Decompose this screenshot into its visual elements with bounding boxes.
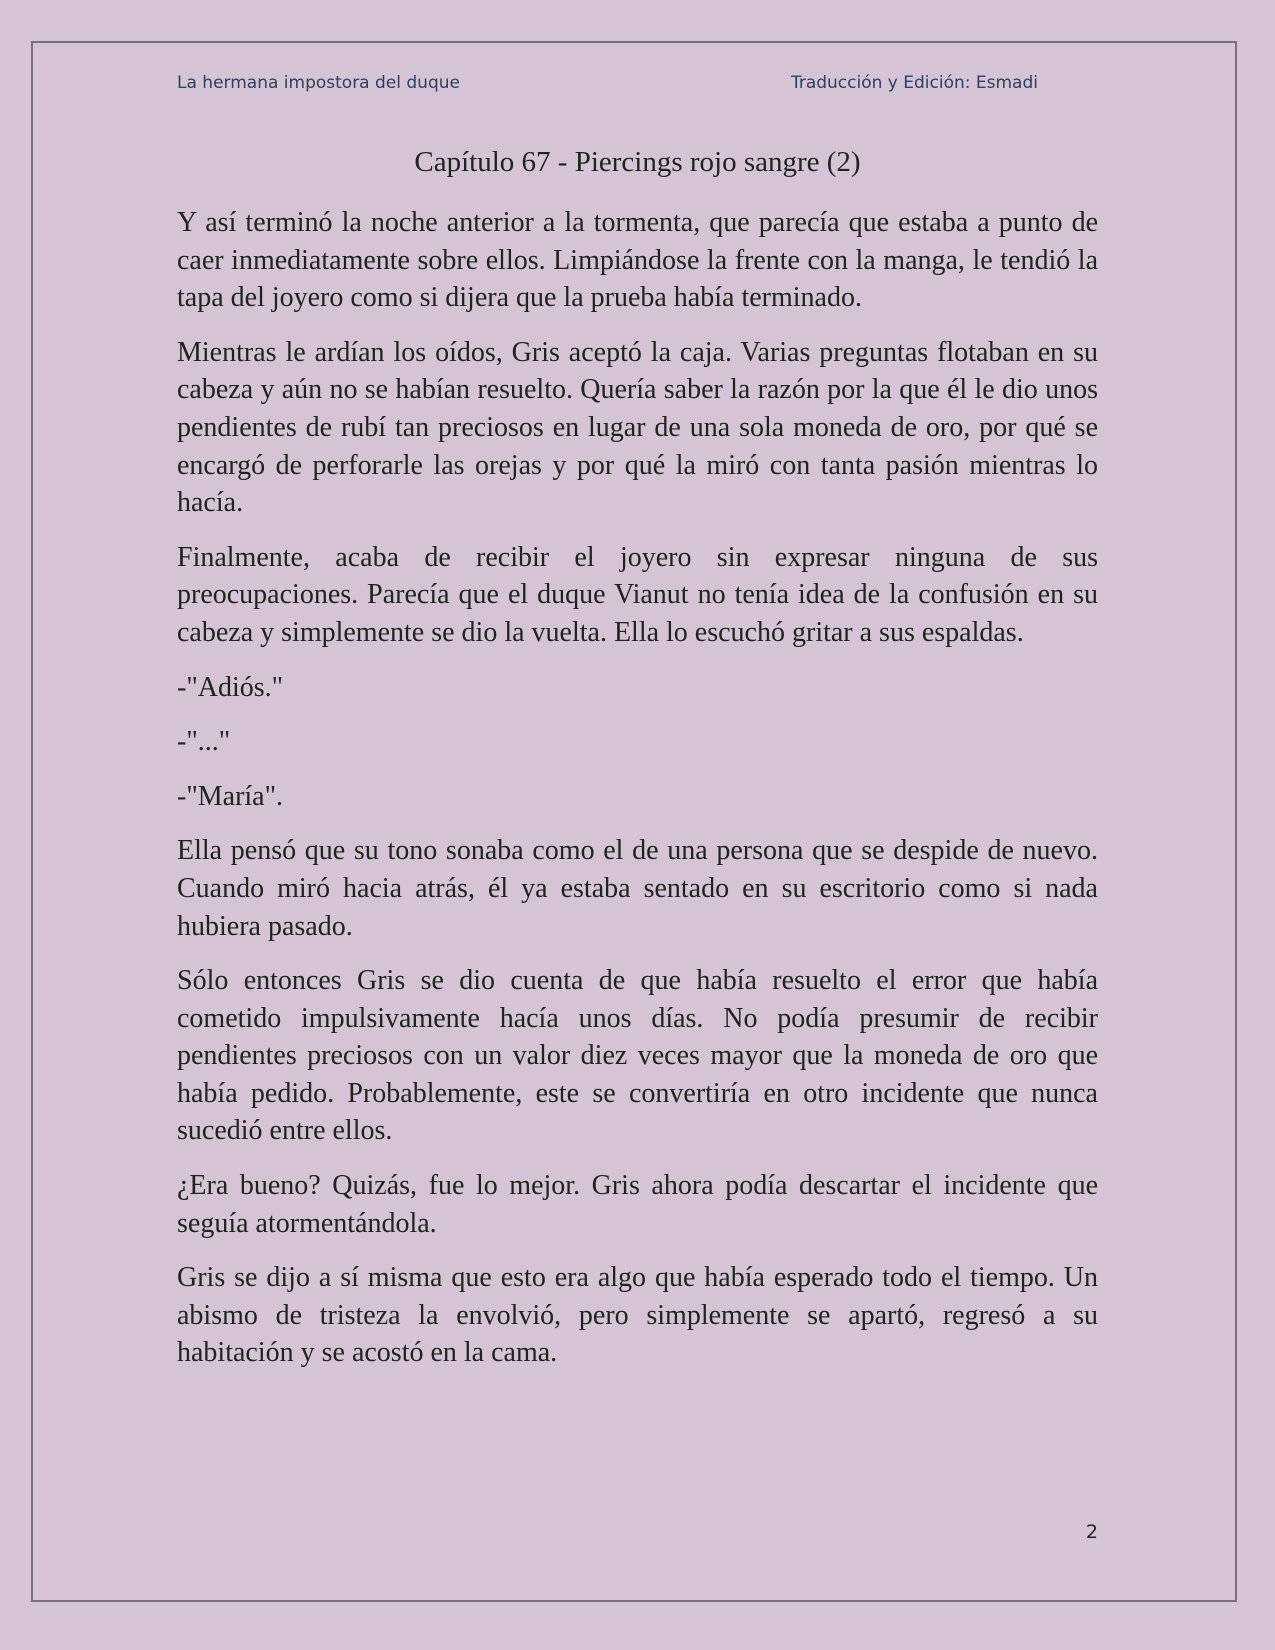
paragraph: Ella pensó que su tono sonaba como el de una persona que se despide de nuevo. Cuando miró hacia atrás, él ya estaba sentado en su escritorio como si nada hubiera pasado.: [177, 835, 1098, 942]
dialogue-line: -"Adiós.": [177, 671, 284, 703]
paragraph: Y así terminó la noche anterior a la tormenta, que parecía que estaba a punto de caer inmediatamente sobre ellos. Limpiándose la frente con la manga, le tendió la tapa del joyero como si dijera que la prueba había terminado.: [177, 207, 1098, 314]
page-number: 2: [1085, 1521, 1098, 1543]
header-book-title: La hermana impostora del duque: [177, 73, 460, 93]
paragraph: ¿Era bueno? Quizás, fue lo mejor. Gris ahora podía descartar el incidente que seguía atormentándola.: [177, 1170, 1098, 1239]
paragraph: Gris se dijo a sí misma que esto era algo que había esperado todo el tiempo. Un abismo de tristeza la envolvió, pero simplemente se apartó, regresó a su habitación y se acostó en la cama.: [177, 1262, 1098, 1369]
page-header: [177, 73, 1038, 93]
paragraph: Mientras le ardían los oídos, Gris aceptó la caja. Varias preguntas flotaban en su cabeza y aún no se habían resuelto. Quería saber la razón por la que él le dio unos pendientes de rubí tan preciosos en lugar de una sola moneda de oro, por qué se encargó de perforarle las orejas y por qué la miró con tanta pasión mientras lo hacía.: [177, 336, 1098, 519]
dialogue-line: -"María".: [177, 780, 284, 812]
paragraph: Finalmente, acaba de recibir el joyero sin expresar ninguna de sus preocupaciones. Parecía que el duque Vianut no tenía idea de la confusión en su cabeza y simplemente se dio la vuelta. Ella lo escuchó gritar a sus espaldas.: [177, 541, 1098, 648]
chapter-title: Capítulo 67 - Piercings rojo sangre (2): [414, 146, 861, 178]
chapter-body: [177, 204, 1098, 1389]
paragraph: Sólo entonces Gris se dio cuenta de que había resuelto el error que había cometido impulsivamente hacía unos días. No podía presumir de recibir pendientes preciosos con un valor diez veces mayor que la moneda de oro que había pedido. Probablemente, este se convertiría en otro incidente que nunca sucedió entre ellos.: [177, 965, 1098, 1147]
header-credits: Traducción y Edición: Esmadi: [790, 73, 1038, 93]
dialogue-line: -"...": [177, 726, 231, 758]
